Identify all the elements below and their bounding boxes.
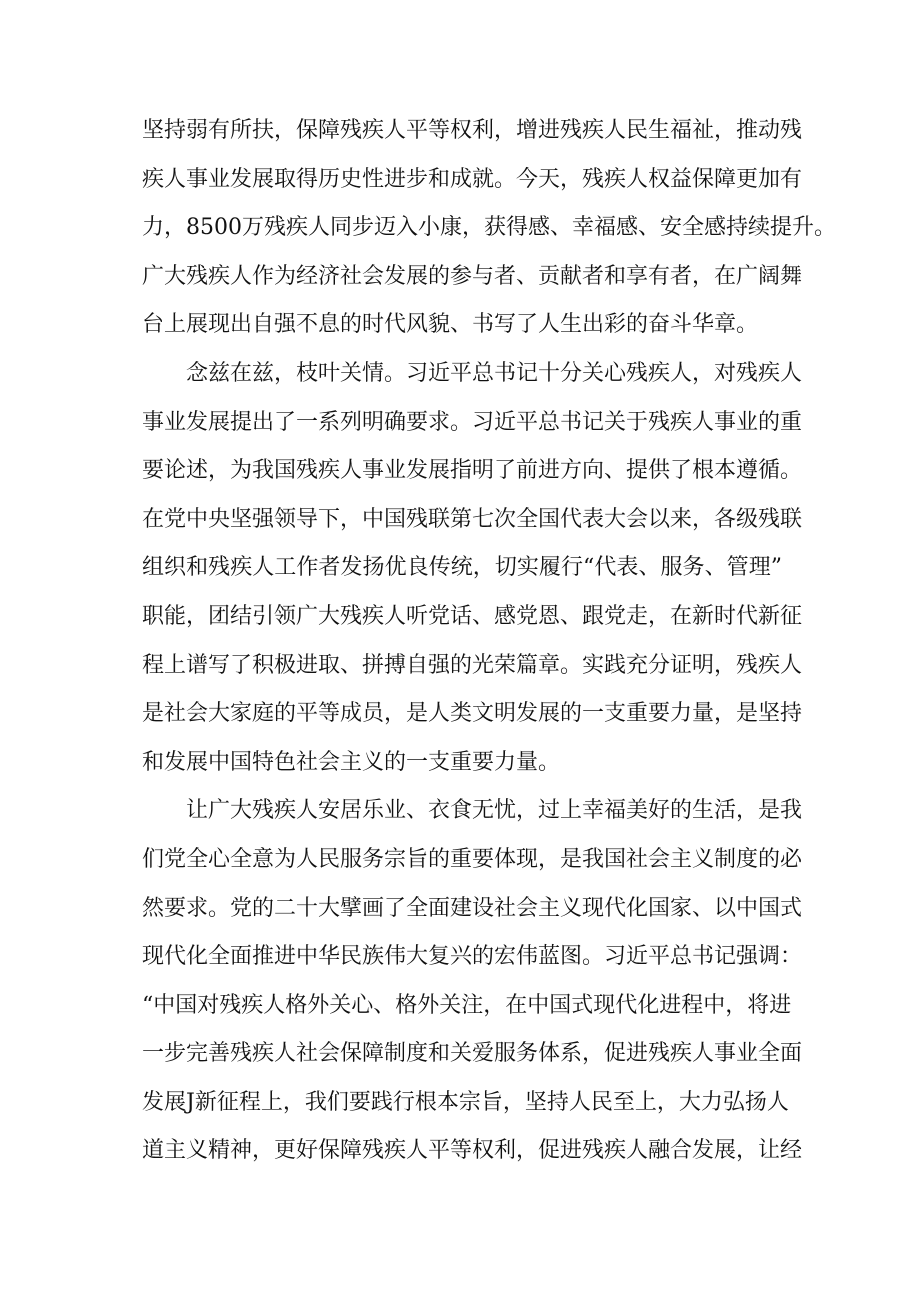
text-line: 职能，团结引领广大残疾人听党话、感党恩、跟党走，在新时代新征 <box>142 603 803 629</box>
text-line: 力，8500万残疾人同步迈入小康，获得感、幸福感、安全感持续提升。 <box>142 215 836 241</box>
text-line: 要论述，为我国残疾人事业发展指明了前进方向、提供了根本遵循。 <box>142 458 803 484</box>
paragraph-1 <box>142 107 836 350</box>
text-line: 组织和残疾人工作者发扬优良传统，切实履行“代表、服务、管理” <box>142 555 782 581</box>
text-line: 一步完善残疾人社会保障制度和关爱服务体系，促进残疾人事业全面 <box>142 1041 803 1067</box>
paragraph-3 <box>142 787 803 1176</box>
body-text <box>142 107 836 1176</box>
text-line: 和发展中国特色社会主义的一支重要力量。 <box>142 749 561 775</box>
text-line: 广大残疾人作为经济社会发展的参与者、贡献者和享有者，在广阔舞 <box>142 263 803 289</box>
text-line: 们党全心全意为人民服务宗旨的重要体现，是我国社会主义制度的必 <box>142 846 803 872</box>
text-line: 坚持弱有所扶，保障残疾人平等权利，增进残疾人民生福祉，推动残 <box>142 118 803 143</box>
text-line: 在党中央坚强领导下，中国残联第七次全国代表大会以来，各级残联 <box>142 506 803 532</box>
text-line: “中国对残疾人格外关心、格外关注，在中国式现代化进程中，将进 <box>142 992 792 1018</box>
text-line: 程上谱写了积极进取、拼搏自强的光荣篇章。实践充分证明，残疾人 <box>142 652 803 678</box>
text-line: 是社会大家庭的平等成员，是人类文明发展的一支重要力量，是坚持 <box>142 701 803 727</box>
text-line: 发展J新征程上，我们要践行根本宗旨，坚持人民至上，大力弘扬人 <box>142 1089 789 1115</box>
text-line: 台上展现出自强不息的时代风貌、书写了人生出彩的奋斗华章。 <box>142 312 759 338</box>
text-line: 现代化全面推进中华民族伟大复兴的宏伟蓝图。习近平总书记强调： <box>142 944 803 970</box>
text-line: 疾人事业发展取得历史性进步和成就。今天，残疾人权益保障更加有 <box>142 166 803 192</box>
text-line: 事业发展提出了一系列明确要求。习近平总书记关于残疾人事业的重 <box>142 409 803 435</box>
text-line: 道主义精神，更好保障残疾人平等权利，促进残疾人融合发展，让经 <box>142 1138 803 1164</box>
paragraph-2 <box>142 350 803 787</box>
text-line: 然要求。党的二十大擘画了全面建设社会主义现代化国家、以中国式 <box>142 895 803 921</box>
text-line: 让广大残疾人安居乐业、衣食无忧，过上幸福美好的生活，是我 <box>186 798 803 824</box>
text-line: 念兹在兹，枝叶关情。习近平总书记十分关心残疾人，对残疾人 <box>186 360 803 386</box>
